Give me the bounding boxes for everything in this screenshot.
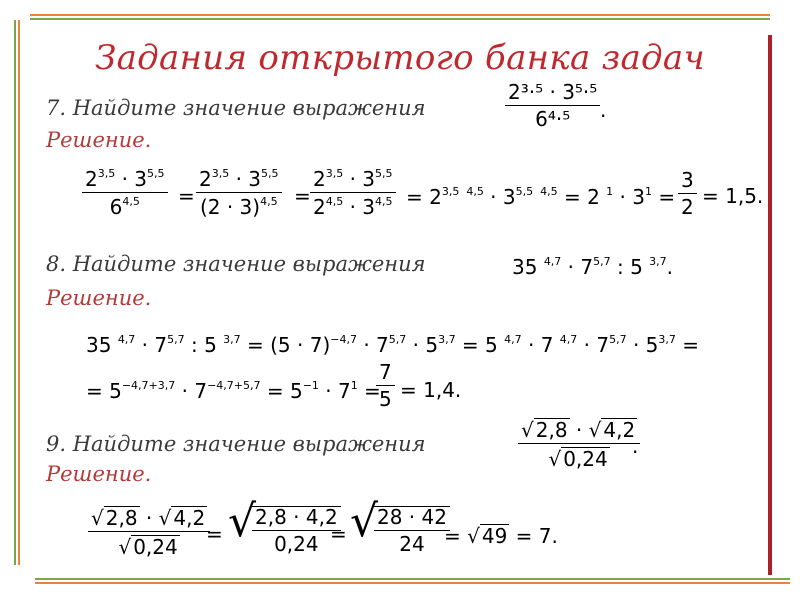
task-7-step-1: $\frac{2^{3,5} \cdot 3^{5,5}}{6^{4,5}}$: [82, 168, 168, 217]
task-8-line-2a: = $5^{-4,7+3,7} \cdot 7^{-4,7+5,7} = 5^{-1} \cdot 7^1$ =: [86, 379, 381, 403]
task-8-line-1: 35 $^{4,7} \cdot 7^{5,7}$ : 5 $^{3,7} = (5 \cdot 7)^{-4,7} \cdot 7^{5,7} \cdot 5^{3,7} = 5$ $^{4,7}$ · 7 $^{4,7} \cdot 7^{5,7} \cdot 5^{3,7}$ =: [86, 333, 700, 357]
task-8-label: 8. Найдите значение выражения: [46, 252, 426, 276]
task-8-result: = 1,4.: [400, 378, 462, 402]
task-7-label: 7. Найдите значение выражения: [46, 96, 426, 120]
task-9-eq-1: =: [206, 522, 223, 546]
task-7-expr-numerator: 2³·⁵ · 3⁵·⁵: [508, 80, 598, 104]
task-9-eq-2: =: [330, 522, 347, 546]
task-7-step-2: $\frac{2^{3,5} \cdot 3^{5,5}}{(2 \cdot 3)^{4,5}}$: [196, 168, 282, 217]
page-title: Задания открытого банка задач: [95, 38, 705, 78]
task-9-radical-1: √: [228, 496, 257, 547]
task-9-expression: $\frac{√ 2,8 \cdot √ 4,2}{√ 0,24}$: [518, 418, 640, 469]
frame-right-red: [768, 35, 772, 575]
task-9-step-2: $\frac{2,8 \cdot 4,2}{0,24}$: [252, 506, 341, 554]
frame-left-orange: [18, 20, 20, 565]
task-9-result: = √ 49 = 7.: [444, 524, 558, 548]
task-7-step-4: = $2^{3,5 4,5} \cdot 3^{5,5 4,5} = 2$ $^1 \cdot 3^1$ =: [406, 185, 676, 209]
task-7-period: .: [600, 98, 607, 122]
task-9-step-1: $\frac{√ 2,8 \cdot √ 4,2}{√ 0,24}$: [88, 506, 210, 557]
task-9-solution-label: Решение.: [46, 462, 152, 486]
task-9-radical-2: √: [350, 496, 379, 547]
task-7-step-5: $\frac{3}{2}$: [678, 170, 697, 217]
task-7-solution-label: Решение.: [46, 128, 152, 152]
task-7-eq-2: =: [294, 184, 311, 208]
frame-left-green: [14, 20, 16, 565]
task-7-eq-1: =: [178, 184, 195, 208]
task-7-result: = 1,5.: [702, 184, 764, 208]
task-8-expression: 35 $^{4,7} \cdot 7^{5,7}$ : 5 $^{3,7}$.: [512, 255, 674, 279]
task-8-fraction: $\frac{7}{5}$: [376, 362, 395, 409]
frame-bottom-green: [35, 578, 790, 580]
frame-top-orange: [30, 14, 770, 16]
task-9-label: 9. Найдите значение выражения: [46, 432, 426, 456]
task-8-solution-label: Решение.: [46, 286, 152, 310]
task-7-expression: [505, 82, 600, 129]
frame-top-green: [30, 18, 770, 20]
task-9-step-3: $\frac{28 \cdot 42}{24}$: [374, 506, 450, 554]
task-9-period: .: [632, 434, 639, 458]
task-7-step-3: $\frac{2^{3,5} \cdot 3^{5,5}}{2^{4,5} \cdot 3^{4,5}}$: [310, 168, 396, 217]
frame-bottom-orange: [35, 582, 790, 584]
task-7-expr-denominator: 6⁴·⁵: [505, 105, 600, 129]
